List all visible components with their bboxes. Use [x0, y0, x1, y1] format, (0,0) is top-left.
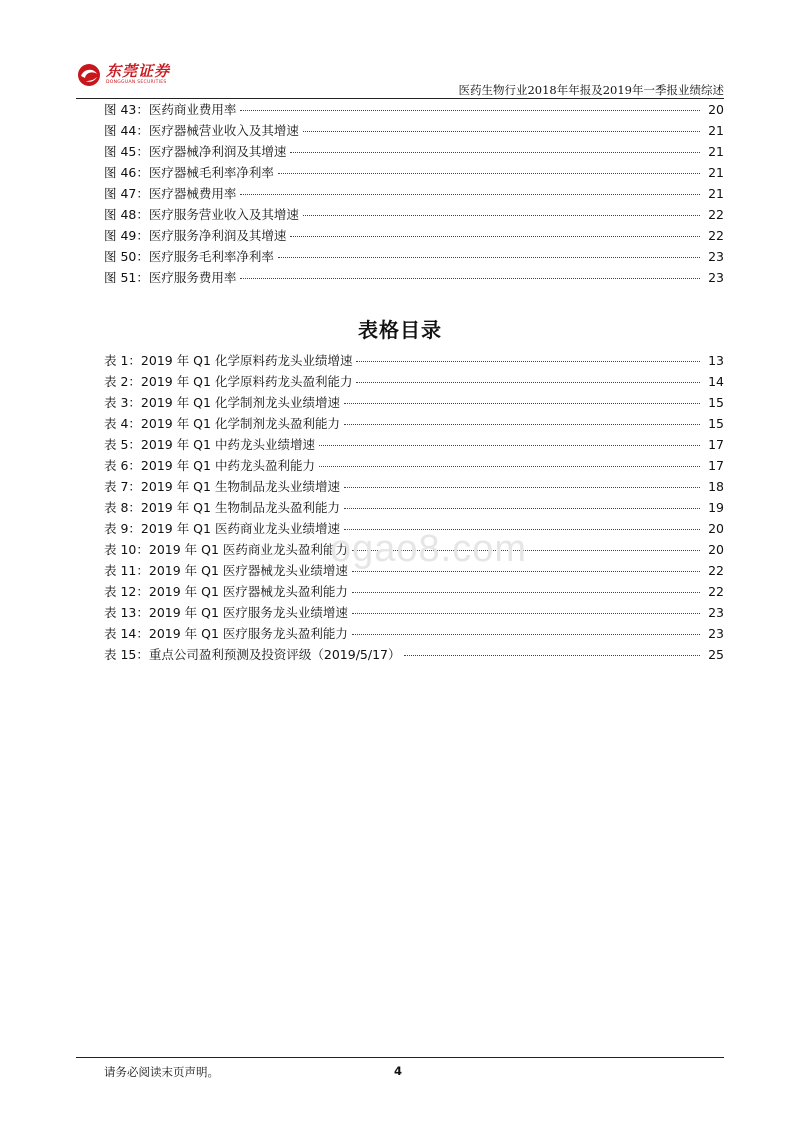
watermark: ogao8.com — [330, 528, 528, 570]
dot-leader — [303, 131, 700, 132]
toc-entry-label: 图 44：医疗器械营业收入及其增速 — [104, 123, 299, 138]
dot-leader — [319, 445, 700, 446]
table-toc-entry[interactable] — [104, 602, 724, 623]
toc-entry-page: 22 — [708, 563, 724, 578]
toc-entry-label: 表 7：2019 年 Q1 生物制品龙头业绩增速 — [104, 479, 340, 494]
table-toc-entry[interactable] — [104, 560, 724, 581]
toc-entry-page: 25 — [708, 647, 724, 662]
footer-divider — [76, 1057, 724, 1058]
toc-entry-page: 19 — [708, 500, 724, 515]
toc-entry-label: 图 46：医疗器械毛利率净利率 — [104, 165, 274, 180]
table-toc-entry[interactable] — [104, 518, 724, 539]
table-toc-entry[interactable] — [104, 539, 724, 560]
toc-entry-page: 17 — [708, 458, 724, 473]
dot-leader — [352, 550, 700, 551]
page-number: 4 — [394, 1064, 403, 1078]
dot-leader — [344, 403, 700, 404]
toc-entry-page: 21 — [708, 165, 724, 180]
toc-entry-page: 23 — [708, 626, 724, 641]
toc-entry-page: 15 — [708, 416, 724, 431]
dot-leader — [278, 173, 700, 174]
dot-leader — [352, 634, 700, 635]
dot-leader — [344, 508, 700, 509]
dot-leader — [356, 382, 700, 383]
dot-leader — [290, 152, 700, 153]
toc-entry-page: 22 — [708, 228, 724, 243]
toc-entry-label: 表 1：2019 年 Q1 化学原料药龙头业绩增速 — [104, 353, 353, 368]
toc-entry-page: 23 — [708, 605, 724, 620]
toc-entry-label: 图 45：医疗器械净利润及其增速 — [104, 144, 287, 159]
table-toc-entry[interactable] — [104, 392, 724, 413]
table-toc-entry[interactable] — [104, 455, 724, 476]
toc-entry-label: 图 50：医疗服务毛利率净利率 — [104, 249, 274, 264]
toc-entry-label: 表 9：2019 年 Q1 医药商业龙头业绩增速 — [104, 521, 340, 536]
figure-toc-entry[interactable] — [104, 225, 724, 246]
toc-entry-page: 21 — [708, 186, 724, 201]
figure-toc-entry[interactable] — [104, 246, 724, 267]
toc-entry-page: 21 — [708, 144, 724, 159]
dot-leader — [344, 487, 700, 488]
figure-toc-entry[interactable] — [104, 141, 724, 162]
dot-leader — [319, 466, 700, 467]
toc-entry-label: 表 6：2019 年 Q1 中药龙头盈利能力 — [104, 458, 315, 473]
table-toc-entry[interactable] — [104, 413, 724, 434]
dot-leader — [290, 236, 700, 237]
toc-entry-label: 表 4：2019 年 Q1 化学制剂龙头盈利能力 — [104, 416, 340, 431]
dot-leader — [356, 361, 700, 362]
dot-leader — [344, 424, 700, 425]
dot-leader — [278, 257, 700, 258]
figure-toc-entry[interactable] — [104, 120, 724, 141]
toc-entry-label: 图 51：医疗服务费用率 — [104, 270, 237, 285]
toc-entry-label: 图 49：医疗服务净利润及其增速 — [104, 228, 287, 243]
toc-entry-page: 15 — [708, 395, 724, 410]
table-toc-entry[interactable] — [104, 371, 724, 392]
logo-mark-icon — [76, 62, 102, 88]
toc-entry-label: 表 13：2019 年 Q1 医疗服务龙头业绩增速 — [104, 605, 348, 620]
dot-leader — [240, 278, 700, 279]
toc-entry-label: 表 5：2019 年 Q1 中药龙头业绩增速 — [104, 437, 315, 452]
logo-chinese-name: 东莞证券 — [106, 62, 171, 81]
toc-entry-page: 21 — [708, 123, 724, 138]
table-toc-entry[interactable] — [104, 476, 724, 497]
report-title: 医药生物行业2018年年报及2019年一季报业绩综述 — [458, 83, 724, 97]
figure-toc-entry[interactable] — [104, 183, 724, 204]
toc-entry-page: 23 — [708, 249, 724, 264]
toc-entry-page: 23 — [708, 270, 724, 285]
dot-leader — [240, 194, 700, 195]
dot-leader — [240, 110, 700, 111]
table-toc-entry[interactable] — [104, 644, 724, 665]
toc-entry-label: 图 43：医药商业费用率 — [104, 102, 237, 117]
figure-toc-entry[interactable] — [104, 204, 724, 225]
toc-entry-page: 13 — [708, 353, 724, 368]
table-toc-entry[interactable] — [104, 581, 724, 602]
figure-toc-entry[interactable] — [104, 162, 724, 183]
table-toc-entry[interactable] — [104, 350, 724, 371]
dot-leader — [352, 571, 700, 572]
dot-leader — [344, 529, 700, 530]
dot-leader — [303, 215, 700, 216]
figures-toc — [104, 99, 724, 288]
table-toc-entry[interactable] — [104, 434, 724, 455]
disclaimer-note: 请务必阅读末页声明。 — [104, 1065, 219, 1079]
toc-entry-label: 表 2：2019 年 Q1 化学原料药龙头盈利能力 — [104, 374, 353, 389]
figure-toc-entry[interactable] — [104, 267, 724, 288]
toc-entry-page: 14 — [708, 374, 724, 389]
toc-entry-label: 表 8：2019 年 Q1 生物制品龙头盈利能力 — [104, 500, 340, 515]
toc-entry-label: 表 15：重点公司盈利预测及投资评级（2019/5/17） — [104, 647, 401, 662]
toc-entry-label: 图 48：医疗服务营业收入及其增速 — [104, 207, 299, 222]
figure-toc-entry[interactable] — [104, 99, 724, 120]
logo-english-name: DONGGUAN SECURITIES — [106, 80, 167, 86]
toc-entry-label: 表 3：2019 年 Q1 化学制剂龙头业绩增速 — [104, 395, 340, 410]
toc-entry-page: 20 — [708, 102, 724, 117]
toc-entry-label: 表 12：2019 年 Q1 医疗器械龙头盈利能力 — [104, 584, 348, 599]
table-toc-entry[interactable] — [104, 497, 724, 518]
page-header — [76, 60, 724, 100]
toc-entry-label: 表 14：2019 年 Q1 医疗服务龙头盈利能力 — [104, 626, 348, 641]
toc-entry-page: 18 — [708, 479, 724, 494]
toc-entry-label: 图 47：医疗器械费用率 — [104, 186, 237, 201]
tables-toc — [104, 350, 724, 665]
toc-entry-label: 表 10：2019 年 Q1 医药商业龙头盈利能力 — [104, 542, 348, 557]
toc-entry-page: 17 — [708, 437, 724, 452]
toc-entry-page: 20 — [708, 521, 724, 536]
toc-entry-page: 20 — [708, 542, 724, 557]
toc-entry-label: 表 11：2019 年 Q1 医疗器械龙头业绩增速 — [104, 563, 348, 578]
toc-entry-page: 22 — [708, 207, 724, 222]
table-toc-entry[interactable] — [104, 623, 724, 644]
dot-leader — [352, 592, 700, 593]
company-logo — [76, 60, 170, 90]
dot-leader — [404, 655, 700, 656]
toc-entry-page: 22 — [708, 584, 724, 599]
dot-leader — [352, 613, 700, 614]
tables-section-title: 表格目录 — [358, 318, 442, 342]
